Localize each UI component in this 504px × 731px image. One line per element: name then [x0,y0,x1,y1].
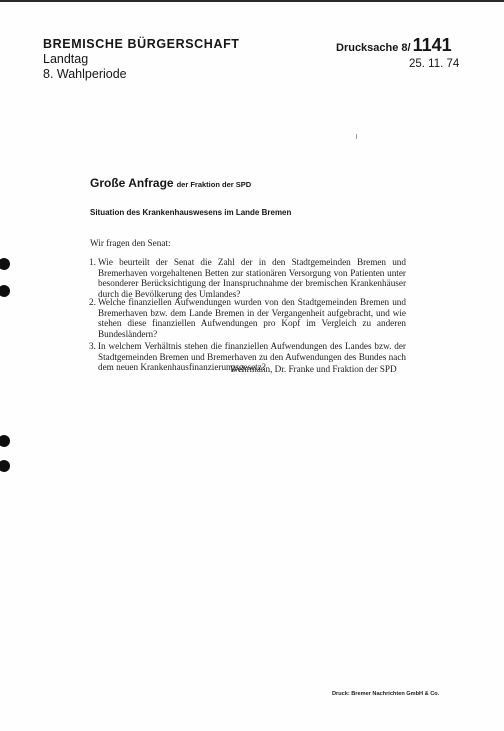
question-item [90,297,406,339]
intro-text: Wir fragen den Senat: [90,238,171,248]
page-top-edge [0,0,504,2]
punch-hole [0,285,10,297]
question-text: In welchem Verhältnis stehen die finanziellen Aufwendungen des Landes bzw. der Stadtgemeinden Bremen und Bremerhaven zu den Aufwendungen des Bundes nach dem neuen Krankenhausfinanzierungsgesetz? [98,341,406,373]
margin-mark [356,134,357,139]
question-text: Welche finanziellen Aufwendungen wurden von den Stadtgemeinden Bremen und Bremerhaven bzw. dem Lande Bremen in der Vergangenheit aufgebracht, und wie stehen diese finanziellen Aufwendungen pro Kopf im Vergleich zu anderen Bundesländern? [98,297,406,339]
title-sub: der Fraktion der SPD [176,180,252,189]
document-title [90,174,251,192]
question-item [90,257,406,299]
punch-hole [0,435,10,447]
document-reference [336,35,452,56]
document-number: 1141 [412,35,452,55]
legislative-period: 8. Wahlperiode [43,67,127,81]
parliament-body: Landtag [43,52,89,66]
punch-hole [0,460,10,472]
subject-line: Situation des Krankenhauswesens im Lande Bremen [90,208,292,217]
signature-line: Wehrmann, Dr. Franke und Fraktion der SPD [230,364,397,374]
document-date: 25. 11. 74 [409,58,460,70]
printer-imprint: Druck: Bremer Nachrichten GmbH & Co. [332,691,440,697]
question-text: Wie beurteilt der Senat die Zahl der in den Stadtgemeinden Bremen und Bremerhaven vorgehaltenen Betten zur stationären Versorgung von Patienten unter besonderer Berücksichtigung der Inanspruchnahme der bremischen Krankenhäuser durch die Bevölkerung des Umlandes? [98,257,406,299]
title-main: Große Anfrage [90,176,174,190]
organization-name: BREMISCHE BÜRGERSCHAFT [43,37,240,51]
document-label: Drucksache 8/ [336,42,411,54]
question-number: 2. [89,297,96,307]
punch-hole [0,258,10,270]
question-number: 1. [89,257,96,267]
question-number: 3. [89,341,96,351]
